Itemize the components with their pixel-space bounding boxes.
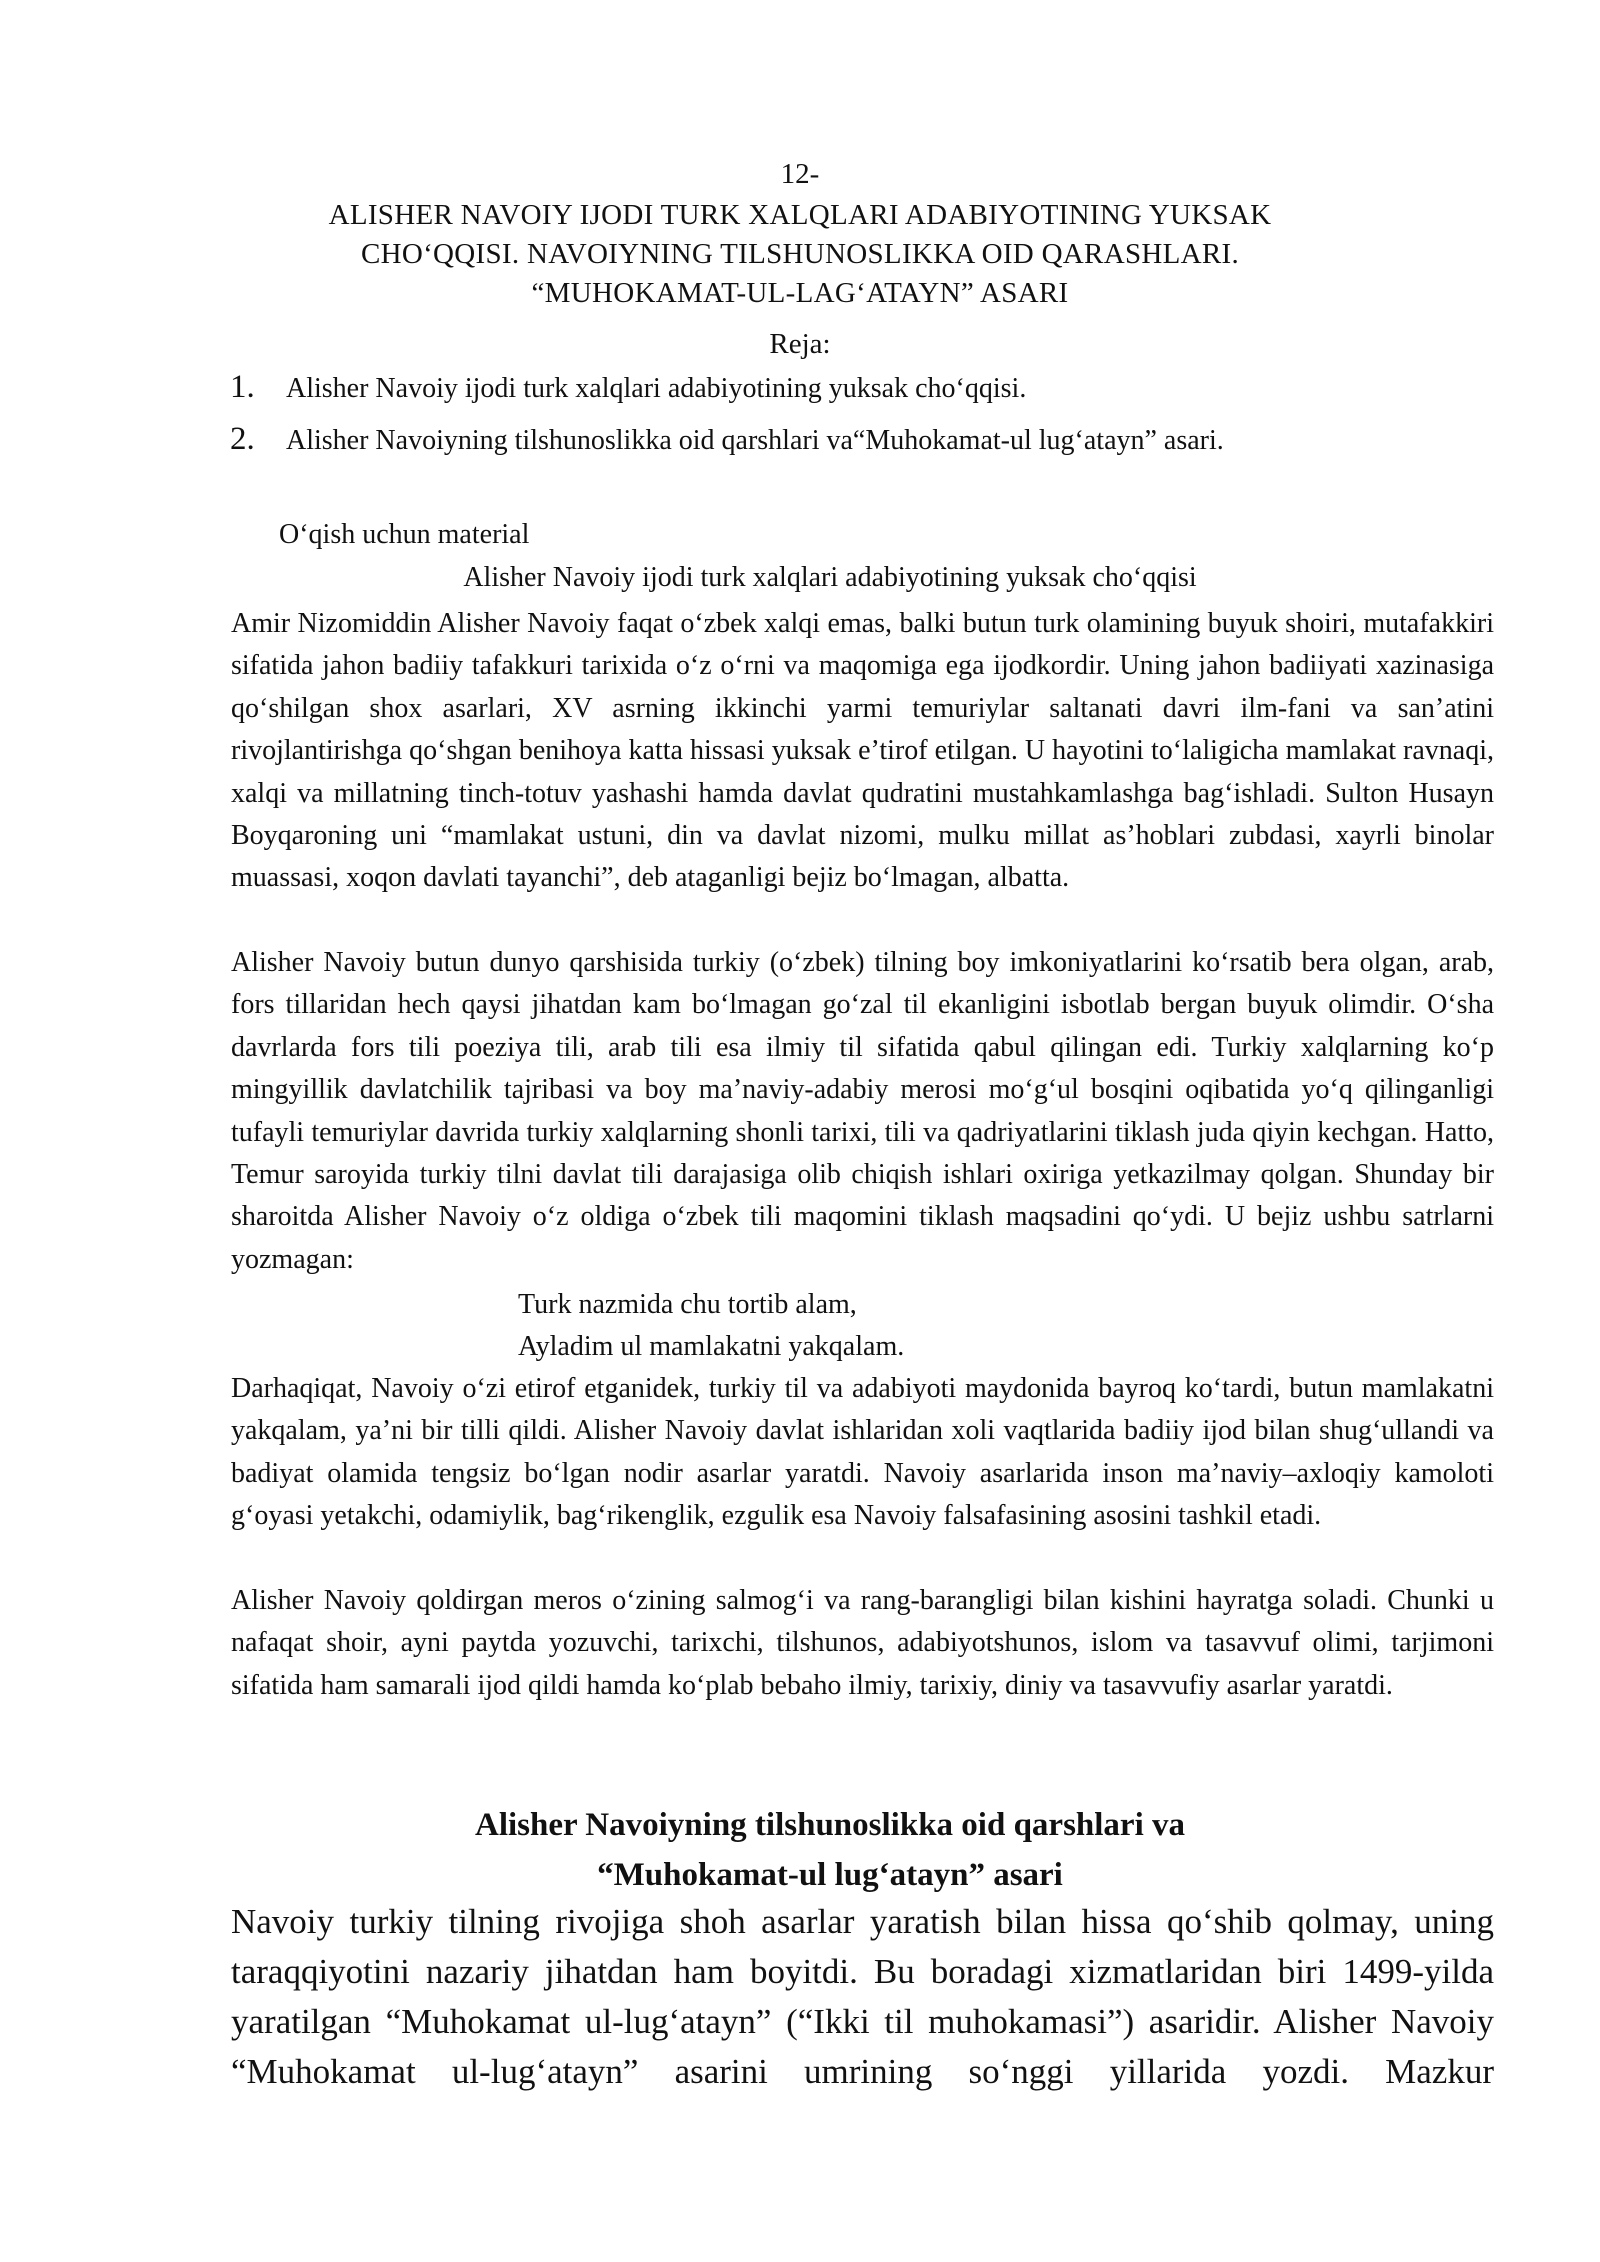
plan-item (230, 370, 1430, 406)
paragraph-text: Navoiy turkiy tilning rivojiga shoh asarlar yaratish bilan hissa qo‘shib qolmay, uning taraqqiyotini nazariy jihatdan ham boyitdi. Bu boradagi xizmatlaridan biri 1499-yilda yaratilgan “Muhokamat ul-lug‘atayn” (“Ikki til muhokamasi”) asaridir. Alisher Navoiy “Muhokamat ul-lug‘atayn” asarini umrining so‘nggi yillarida yozdi. Mazkur (231, 1902, 1494, 2091)
plan-item-text: Alisher Navoiyning tilshunoslikka oid qarshlari va“Muhokamat-ul lug‘atayn” asari. (286, 425, 1224, 456)
section-heading (0, 1800, 1600, 1900)
paragraph-text: Darhaqiqat, Navoiy o‘zi etirof etganidek, turkiy til va adabiyoti maydonida bayroq ko‘tardi, butun mamlakatni yakqalam, ya’ni bir tilli qildi. Alisher Navoiy davlat ishlaridan xoli vaqtlarida badiiy ijod bilan shug‘ullandi va badiyat olamida tengsiz bo‘lgan nodir asarlar yaratdi. Navoiy asarlarida inson ma’naviy–axloqiy kamoloti g‘oyasi yetakchi, odamiylik, bag‘rikenglik, ezgulik esa Navoiy falsafasining asosini tashkil etadi. (231, 1373, 1494, 1532)
poem-line: Ayladim ul mamlakatni yakqalam. (518, 1331, 905, 1362)
plan-item-number: 1. (230, 369, 255, 405)
body-paragraph (231, 1580, 1494, 1707)
body-paragraph (231, 942, 1494, 1281)
section-title: Alisher Navoiy ijodi turk xalqlari adabiyotining yuksak cho‘qqisi (463, 562, 1197, 593)
section-paragraph (231, 1897, 1494, 2097)
plan-item (230, 422, 1430, 458)
lesson-title-line: “MUHOKAMAT-UL-LAG‘ATAYN” ASARI (531, 277, 1069, 309)
plan-item-number: 2. (230, 421, 255, 457)
paragraph-text: Alisher Navoiy qoldirgan meros o‘zining salmog‘i va rang-barangligi bilan kishini hayratga soladi. Chunki u nafaqat shoir, ayni paytda yozuvchi, tarixchi, tilshunos, adabiyotshunos, islom va tasavvuf olimi, tarjimoni sifatida ham samarali ijod qildi hamda ko‘plab bebaho ilmiy, tarixiy, diniy va tasavvufiy asarlar yaratdi. (231, 1585, 1494, 1701)
body-paragraph (231, 1368, 1494, 1538)
plan-list (230, 370, 1430, 474)
plan-label: Reja: (769, 328, 831, 360)
lesson-title-line: CHO‘QQISI. NAVOIYNING TILSHUNOSLIKKA OID QARASHLARI. (360, 238, 1240, 270)
plan-item-text: Alisher Navoiy ijodi turk xalqlari adabiyotining yuksak cho‘qqisi. (286, 373, 1027, 404)
lesson-number: 12- (780, 158, 820, 190)
paragraph-text: Amir Nizomiddin Alisher Navoiy faqat o‘zbek xalqi emas, balki butun turk olamining buyuk shoiri, mutafakkiri sifatida jahon badiiy tafakkuri tarixida o‘z o‘rni va maqomiga ega ijodkordir. Uning jahon badiiyati xazinasiga qo‘shilgan shox asarlari, XV asrning ikkinchi yarmi temuriylar saltanati davri ilm-fani va san’atini rivojlantirishga qo‘shgan benihoya katta hissasi yuksak e’tirof etilgan. U hayotini to‘laligicha mamlakat ravnaqi, xalqi va millatning tinch-totuv yashashi hamda davlat qudratini mustahkamlashga bag‘ishladi. Sulton Husayn Boyqaroning uni “mamlakat ustuni, din va davlat nizomi, mulku millat as’hoblari zubdasi, xayrli binolar muassasi, xoqon davlati tayanchi”, deb ataganligi bejiz bo‘lmagan, albatta. (231, 608, 1494, 894)
poem-line: Turk nazmida chu tortib alam, (518, 1289, 857, 1320)
lesson-title-line: ALISHER NAVOIY IJODI TURK XALQLARI ADABIYOTINING YUKSAK (328, 199, 1272, 231)
paragraph-text: Alisher Navoiy butun dunyo qarshisida turkiy (o‘zbek) tilning boy imkoniyatlarini ko‘rsatib bera olgan, arab, fors tillaridan hech qaysi jihatdan kam bo‘lmagan go‘zal til ekanligini isbotlab bergan buyuk olimdir. O‘sha davrlarda fors tili poeziya tili, arab tili esa ilmiy til sifatida qabul qilingan edi. Turkiy xalqlarning ko‘p mingyillik davlatchilik tajribasi va boy ma’naviy-adabiy merosi mo‘g‘ul bosqini oqibatida yo‘q qilinganligi tufayli temuriylar davrida turkiy xalqlarning shonli tarixi, tili va qadriyatlarini tiklash juda qiyin kechgan. Hatto, Temur saroyida turkiy tilni davlat tili darajasiga olib chiqish ishlari oxiriga yetkazilmay qolgan. Shunday bir sharoitda Alisher Navoiy o‘z oldiga o‘zbek tili maqomini tiklash maqsadini qo‘ydi. U bejiz ushbu satrlarni yozmagan: (231, 947, 1494, 1275)
section-heading-line: “Muhokamat-ul lug‘atayn” asari (597, 1857, 1063, 1893)
body-paragraph (231, 603, 1494, 900)
reading-material-label: O‘qish uchun material (279, 519, 530, 550)
section-heading-line: Alisher Navoiyning tilshunoslikka oid qarshlari va (475, 1807, 1185, 1843)
lesson-title (230, 196, 1370, 313)
